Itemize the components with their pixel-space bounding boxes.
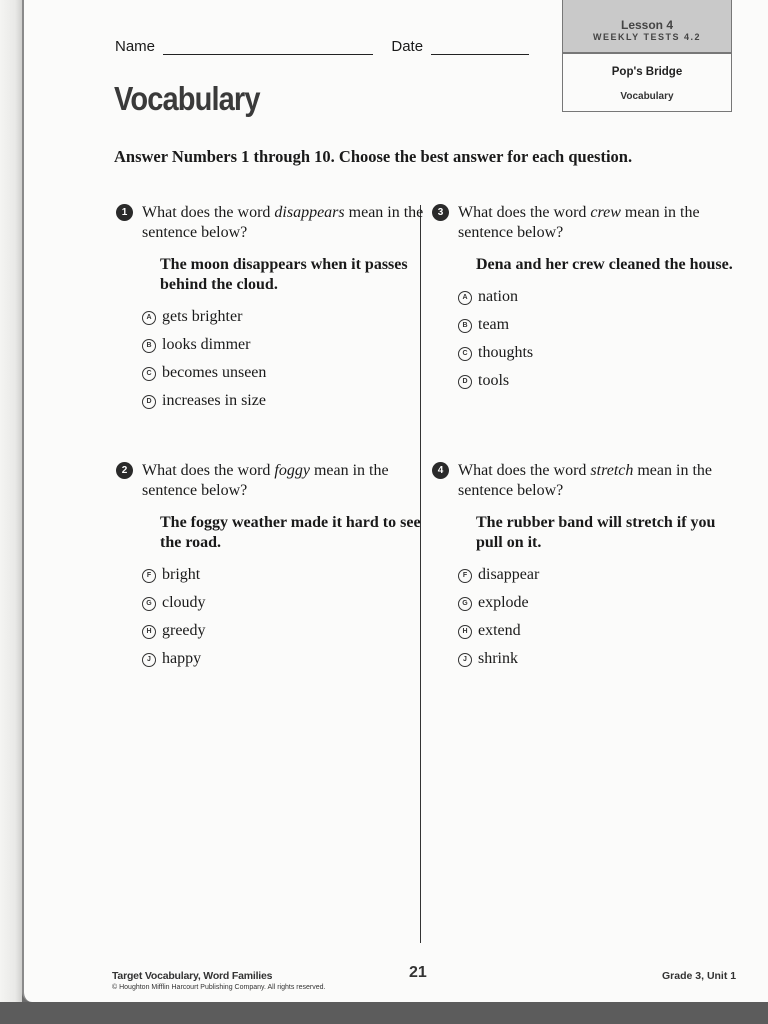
date-field[interactable] xyxy=(431,54,529,55)
answer-bubble[interactable]: A xyxy=(458,291,472,305)
question-stem xyxy=(142,203,442,243)
answer-choice[interactable] xyxy=(142,307,442,335)
answer-bubble[interactable]: H xyxy=(458,625,472,639)
stem-text: What does the word xyxy=(142,204,275,221)
question-stem xyxy=(458,461,738,501)
question-number-badge: 4 xyxy=(432,462,449,479)
question-number-badge: 1 xyxy=(116,204,133,221)
answer-bubble[interactable]: B xyxy=(142,339,156,353)
answer-bubble[interactable]: J xyxy=(142,653,156,667)
target-word: stretch xyxy=(590,462,634,479)
answer-bubble[interactable]: C xyxy=(142,367,156,381)
answer-choice[interactable] xyxy=(142,649,442,677)
badge-story-title: Pop's Bridge xyxy=(611,66,683,78)
answer-bubble[interactable]: F xyxy=(142,569,156,583)
answer-text: gets brighter xyxy=(162,308,243,325)
name-label: Name xyxy=(115,38,156,55)
answer-text: becomes unseen xyxy=(162,364,267,381)
question-2 xyxy=(121,461,442,677)
scanner-background xyxy=(0,1002,768,1024)
lesson-badge xyxy=(562,0,732,112)
answer-bubble[interactable]: A xyxy=(142,311,156,325)
stem-text: mean in the sentence below? xyxy=(458,462,712,499)
worksheet-page xyxy=(22,0,768,1002)
footer-left xyxy=(112,970,325,991)
answer-bubble[interactable]: J xyxy=(458,653,472,667)
answer-choice[interactable] xyxy=(142,593,442,621)
answer-choice[interactable] xyxy=(458,649,738,677)
example-sentence: The rubber band will stretch if you pull on it. xyxy=(476,514,716,551)
instructions: Answer Numbers 1 through 10. Choose the best answer for each question. xyxy=(114,147,633,166)
answer-choice[interactable] xyxy=(458,343,738,371)
answer-choice[interactable] xyxy=(142,391,442,419)
example-sentence: The foggy weather made it hard to see the road. xyxy=(160,514,421,551)
stem-text: mean in the sentence below? xyxy=(142,204,424,241)
answer-bubble[interactable]: C xyxy=(458,347,472,361)
answer-bubble[interactable]: F xyxy=(458,569,472,583)
answer-choice[interactable] xyxy=(458,287,738,315)
name-field[interactable] xyxy=(163,54,373,55)
answer-bubble[interactable]: G xyxy=(458,597,472,611)
stem-text: What does the word xyxy=(458,462,591,479)
name-date-line xyxy=(115,38,529,55)
answer-choice[interactable] xyxy=(458,621,738,649)
stem-text: mean in the sentence below? xyxy=(458,204,700,241)
footer-book-title: Target Vocabulary, Word Families xyxy=(112,970,273,982)
date-label: Date xyxy=(391,38,424,55)
question-stem xyxy=(142,461,442,501)
answer-text: nation xyxy=(478,288,518,305)
footer-copyright: © Houghton Mifflin Harcourt Publishing Company. All rights reserved. xyxy=(112,984,326,991)
answer-choice[interactable] xyxy=(142,363,442,391)
badge-subject: Vocabulary xyxy=(620,91,674,102)
answer-choice[interactable] xyxy=(458,565,738,593)
answer-text: thoughts xyxy=(478,344,534,361)
footer-grade-unit: Grade 3, Unit 1 xyxy=(662,970,737,982)
target-word: disappears xyxy=(274,204,345,221)
stem-text: What does the word xyxy=(458,204,591,221)
answer-text: happy xyxy=(162,650,202,667)
answer-text: shrink xyxy=(478,650,518,667)
answer-bubble[interactable]: D xyxy=(458,375,472,389)
answer-choice[interactable] xyxy=(458,315,738,343)
answer-text: increases in size xyxy=(162,392,266,409)
question-3 xyxy=(437,203,738,399)
page-title: Vocabulary xyxy=(114,80,260,117)
answer-text: bright xyxy=(162,566,201,583)
question-4 xyxy=(437,461,738,677)
stem-text: What does the word xyxy=(142,462,275,479)
question-number-badge: 3 xyxy=(432,204,449,221)
answer-text: team xyxy=(478,316,510,333)
target-word: crew xyxy=(590,204,621,221)
answer-choice[interactable] xyxy=(458,593,738,621)
question-stem xyxy=(458,203,738,243)
stem-text: mean in the sentence below? xyxy=(142,462,389,499)
question-1 xyxy=(121,203,442,419)
answer-bubble[interactable]: G xyxy=(142,597,156,611)
target-word: foggy xyxy=(274,462,310,479)
page-edge xyxy=(0,0,22,1024)
answer-choice[interactable] xyxy=(142,335,442,363)
answer-choice[interactable] xyxy=(458,371,738,399)
answer-bubble[interactable]: B xyxy=(458,319,472,333)
answer-bubble[interactable]: D xyxy=(142,395,156,409)
badge-header xyxy=(563,0,731,54)
answer-text: greedy xyxy=(162,622,206,639)
answer-choice[interactable] xyxy=(142,565,442,593)
answer-text: explode xyxy=(478,594,529,611)
answer-text: looks dimmer xyxy=(162,336,251,353)
example-sentence: Dena and her crew cleaned the house. xyxy=(476,256,733,273)
question-number-badge: 2 xyxy=(116,462,133,479)
answer-bubble[interactable]: H xyxy=(142,625,156,639)
answer-text: cloudy xyxy=(162,594,206,611)
page-number: 21 xyxy=(409,964,427,981)
badge-lesson: Lesson 4 xyxy=(620,18,674,32)
answer-text: tools xyxy=(478,372,510,389)
answer-text: extend xyxy=(478,622,521,639)
answer-text: disappear xyxy=(478,566,540,583)
badge-weekly-tests: WEEKLY TESTS 4.2 xyxy=(592,32,702,42)
example-sentence: The moon disappears when it passes behind the cloud. xyxy=(160,256,408,293)
answer-choice[interactable] xyxy=(142,621,442,649)
